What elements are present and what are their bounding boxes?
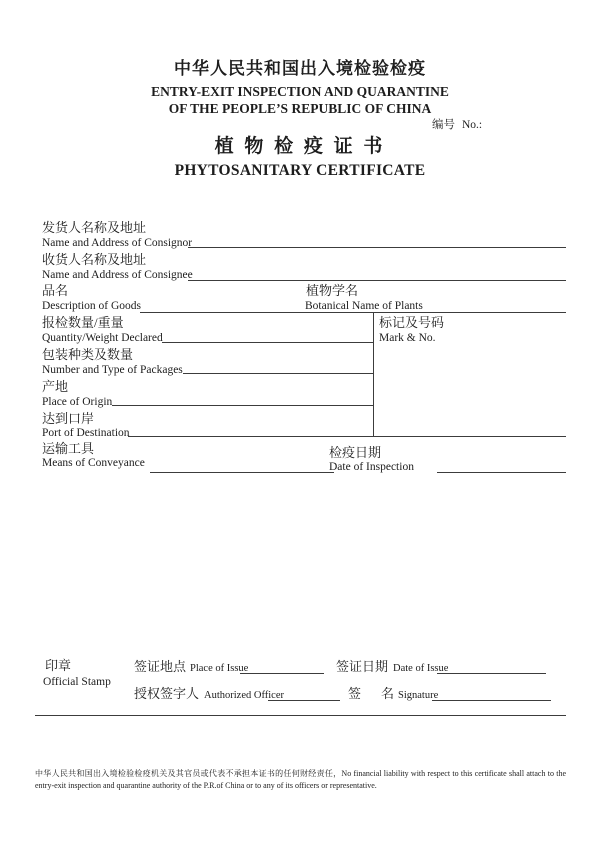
mark-no-label-en: Mark & No. (379, 332, 436, 344)
authorized-officer-field-line (268, 700, 340, 701)
quantity-label-cn: 报检数量/重量 (42, 315, 124, 330)
inspection-date-label-en: Date of Inspection (329, 461, 414, 473)
signature-field-line (432, 700, 551, 701)
packages-label-en: Number and Type of Packages (42, 364, 183, 376)
date-of-issue-field-line (437, 673, 546, 674)
mark-no-box-divider (373, 313, 374, 436)
packages-field-line (183, 373, 373, 374)
consignor-label-en: Name and Address of Consignor (42, 237, 193, 249)
destination-label-cn: 达到口岸 (42, 411, 95, 426)
official-stamp-label-cn: 印章 (45, 658, 72, 673)
certificate-number-label-en: No.: (462, 119, 483, 131)
signature-label-cn-char2: 名 (381, 686, 395, 701)
place-of-issue-label-cn: 签证地点 (134, 659, 187, 674)
authorized-officer-label-cn: 授权签字人 (134, 686, 200, 701)
consignor-label-cn: 发货人名称及地址 (42, 220, 147, 235)
conveyance-field-line (150, 472, 334, 473)
place-of-issue-field-line (240, 673, 324, 674)
official-stamp-label-en: Official Stamp (43, 676, 111, 688)
destination-label-en: Port of Destination (42, 427, 130, 439)
destination-field-line (128, 436, 566, 437)
date-of-issue-label-cn: 签证日期 (336, 659, 389, 674)
org-name-english-line1: ENTRY-EXIT INSPECTION AND QUARANTINE (151, 84, 449, 99)
goods-label-en: Description of Goods (42, 300, 142, 312)
disclaimer-en: No financial liability with respect to this certificate shall attach to the entry-exit inspection and quarantine authority of the P.R.of China or to any of its officers or representative. (35, 769, 566, 790)
certificate-title-chinese: 植 物 检 疫 证 书 (214, 136, 386, 157)
disclaimer-cn: 中华人民共和国出入境检验检疫机关及其官员或代表不承担本证书的任何财经责任， (35, 769, 342, 778)
footer-separator-rule (35, 715, 566, 716)
authorized-officer-label-en: Authorized Officer (204, 690, 284, 701)
certificate-title-english: PHYTOSANITARY CERTIFICATE (174, 162, 426, 179)
signature-label-cn-char1: 签 (348, 686, 362, 701)
conveyance-label-en: Means of Conveyance (42, 457, 145, 469)
consignor-field-line (188, 247, 566, 248)
botanical-name-label-cn: 植物学名 (306, 283, 359, 298)
origin-field-line (112, 405, 373, 406)
date-of-issue-label-en: Date of Issue (393, 663, 449, 674)
quantity-label-en: Quantity/Weight Declared (42, 332, 163, 344)
conveyance-label-cn: 运输工具 (42, 441, 95, 456)
disclaimer (35, 768, 566, 791)
signature-label-en: Signature (398, 690, 439, 701)
packages-label-cn: 包装种类及数量 (42, 347, 134, 362)
org-name-english-line2: OF THE PEOPLE’S REPUBLIC OF CHINA (168, 101, 432, 116)
consignee-field-line (188, 280, 566, 281)
quantity-field-line (162, 342, 373, 343)
place-of-issue-label-en: Place of Issue (190, 663, 249, 674)
consignee-label-en: Name and Address of Consignee (42, 269, 193, 281)
goods-field-line (140, 312, 566, 313)
org-name-chinese: 中华人民共和国出入境检验检疫 (174, 59, 426, 78)
inspection-date-field-line (437, 472, 566, 473)
origin-label-en: Place of Origin (42, 396, 113, 408)
origin-label-cn: 产地 (42, 379, 69, 394)
certificate-number-label-cn: 编号 (432, 119, 455, 131)
consignee-label-cn: 收货人名称及地址 (42, 252, 147, 267)
botanical-name-label-en: Botanical Name of Plants (305, 300, 423, 312)
inspection-date-label-cn: 检疫日期 (329, 445, 382, 460)
mark-no-label-cn: 标记及号码 (379, 315, 445, 330)
certificate-number-label (432, 116, 482, 132)
goods-label-cn: 品名 (42, 283, 69, 298)
